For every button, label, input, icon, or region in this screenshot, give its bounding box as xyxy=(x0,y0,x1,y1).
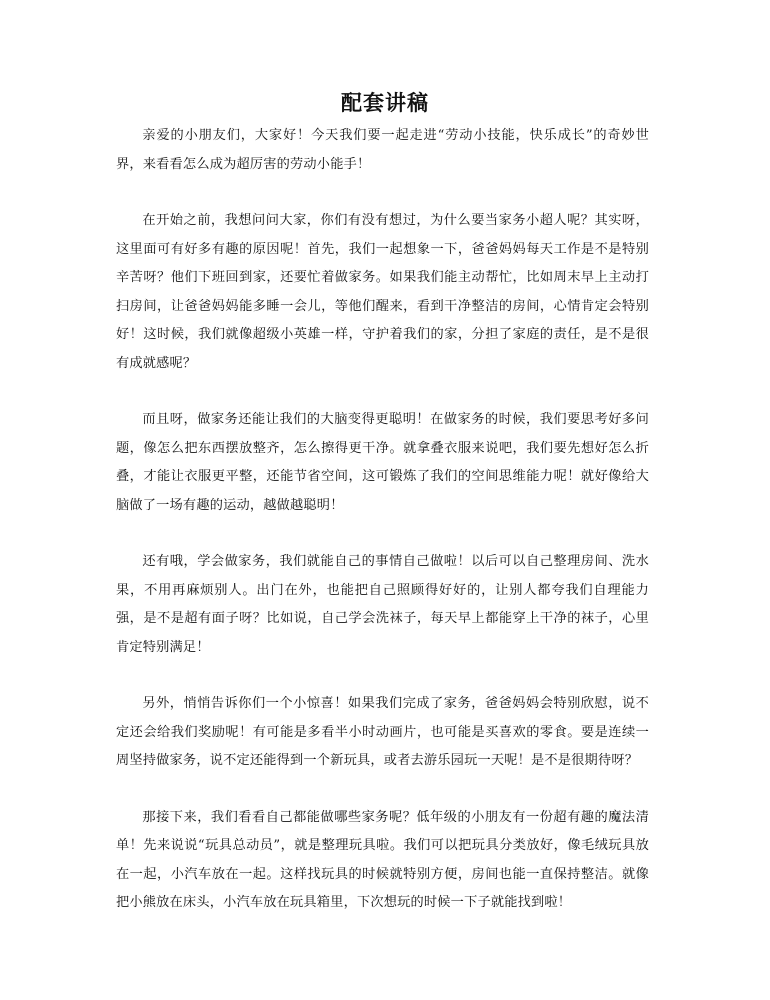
paragraph-6: 那接下来，我们看看自己都能做哪些家务呢？低年级的小朋友有一份超有趣的魔法清单！先来说说“玩具总动员”，就是整理玩具啦。我们可以把玩具分类放好，像毛绒玩具放在一起，小汽车放在一起。这样找玩具的时候就特别方便，房间也能一直保持整洁。就像把小熊放在床头，小汽车放在玩具箱里，下次想玩的时候一下子就能找到啦！ xyxy=(116,809,649,910)
paragraph-1: 亲爱的小朋友们，大家好！今天我们要一起走进“劳动小技能，快乐成长”的奇妙世界，来看看怎么成为超厉害的劳动小能手！ xyxy=(116,128,649,172)
paragraph-5: 另外，悄悄告诉你们一个小惊喜！如果我们完成了家务，爸爸妈妈会特别欣慰，说不定还会给我们奖励呢！有可能是多看半小时动画片，也可能是买喜欢的零食。要是连续一周坚持做家务，说不定还能得到一个新玩具，或者去游乐园玩一天呢！是不是很期待呀？ xyxy=(116,696,649,768)
document-body xyxy=(116,122,649,946)
page-title: 配套讲稿 xyxy=(341,90,429,115)
paragraph-4: 还有哦，学会做家务，我们就能自己的事情自己做啦！以后可以自己整理房间、洗水果，不用再麻烦别人。出门在外，也能把自己照顾得好好的，让别人都夸我们自理能力强，是不是超有面子呀？比如说，自己学会洗袜子，每天早上都能穿上干净的袜子，心里肯定特别满足！ xyxy=(116,554,649,655)
paragraph-2: 在开始之前，我想问问大家，你们有没有想过，为什么要当家务小超人呢？其实呀，这里面可有好多有趣的原因呢！首先，我们一起想象一下，爸爸妈妈每天工作是不是特别辛苦呀？他们下班回到家，还要忙着做家务。如果我们能主动帮忙，比如周末早上主动打扫房间，让爸爸妈妈能多睡一会儿，等他们醒来，看到干净整洁的房间，心情肯定会特别好！这时候，我们就像超级小英雄一样，守护着我们的家，分担了家庭的责任，是不是很有成就感呢？ xyxy=(116,213,649,371)
paragraph-3: 而且呀，做家务还能让我们的大脑变得更聪明！在做家务的时候，我们要思考好多问题，像怎么把东西摆放整齐，怎么擦得更干净。就拿叠衣服来说吧，我们要先想好怎么折叠，才能让衣服更平整，还能节省空间，这可锻炼了我们的空间思维能力呢！就好像给大脑做了一场有趣的运动，越做越聪明！ xyxy=(116,412,649,513)
